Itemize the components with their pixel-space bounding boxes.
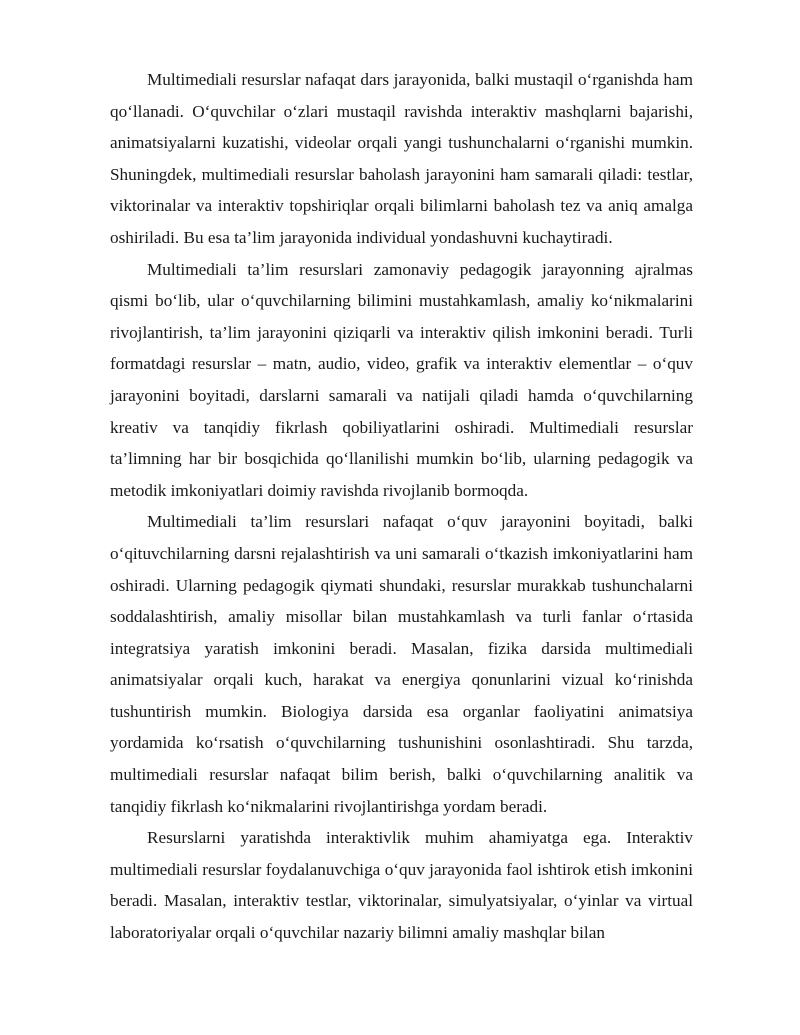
body-text bbox=[110, 64, 693, 949]
paragraph-1: Multimediali resurslar nafaqat dars jarayonida, balki mustaqil o‘rganishda ham qo‘llanadi. O‘quvchilar o‘zlari mustaqil ravishda interaktiv mashqlarni bajarishi, animatsiyalarni kuzatishi, videolar orqali yangi tushunchalarni o‘rganishi mumkin. Shuningdek, multimediali resurslar baholash jarayonini ham samarali qiladi: testlar, viktorinalar va interaktiv topshiriqlar orqali bilimlarni baholash tez va aniq amalga oshiriladi. Bu esa ta’lim jarayonida individual yondashuvni kuchaytiradi. bbox=[110, 70, 693, 247]
paragraph-2: Multimediali ta’lim resurslari zamonaviy pedagogik jarayonning ajralmas qismi bo‘lib, ular o‘quvchilarning bilimini mustahkamlash, amaliy ko‘nikmalarini rivojlantirish, ta’lim jarayonini qiziqarli va interaktiv qilish imkonini beradi. Turli formatdagi resurslar – matn, audio, video, grafik va interaktiv elementlar – o‘quv jarayonini boyitadi, darslarni samarali va natijali qiladi hamda o‘quvchilarning kreativ va tanqidiy fikrlash qobiliyatlarini oshiradi. Multimediali resurslar ta’limning har bir bosqichida qo‘llanilishi mumkin bo‘lib, ularning pedagogik va metodik imkoniyatlari doimiy ravishda rivojlanib bormoqda. bbox=[110, 259, 693, 500]
paragraph-4: Resurslarni yaratishda interaktivlik muhim ahamiyatga ega. Interaktiv multimediali resurslar foydalanuvchiga o‘quv jarayonida faol ishtirok etish imkonini beradi. Masalan, interaktiv testlar, viktorinalar, simulyatsiyalar, o‘yinlar va virtual laboratoriyalar orqali o‘quvchilar nazariy bilimni amaliy mashqlar bilan bbox=[110, 828, 693, 943]
paragraph-3: Multimediali ta’lim resurslari nafaqat o‘quv jarayonini boyitadi, balki o‘qituvchilarning darsni rejalashtirish va uni samarali o‘tkazish imkoniyatlarini ham oshiradi. Ularning pedagogik qiymati shundaki, resurslar murakkab tushunchalarni soddalashtirish, amaliy misollar bilan mustahkamlash va turli fanlar o‘rtasida integratsiya yaratish imkonini beradi. Masalan, fizika darsida multimediali animatsiyalar orqali kuch, harakat va energiya qonunlarini vizual ko‘rinishda tushuntirish mumkin. Biologiya darsida esa organlar faoliyatini animatsiya yordamida ko‘rsatish o‘quvchilarning tushunishini osonlashtiradi. Shu tarzda, multimediali resurslar nafaqat bilim berish, balki o‘quvchilarning analitik va tanqidiy fikrlash ko‘nikmalarini rivojlantirishga yordam beradi. bbox=[110, 512, 693, 816]
